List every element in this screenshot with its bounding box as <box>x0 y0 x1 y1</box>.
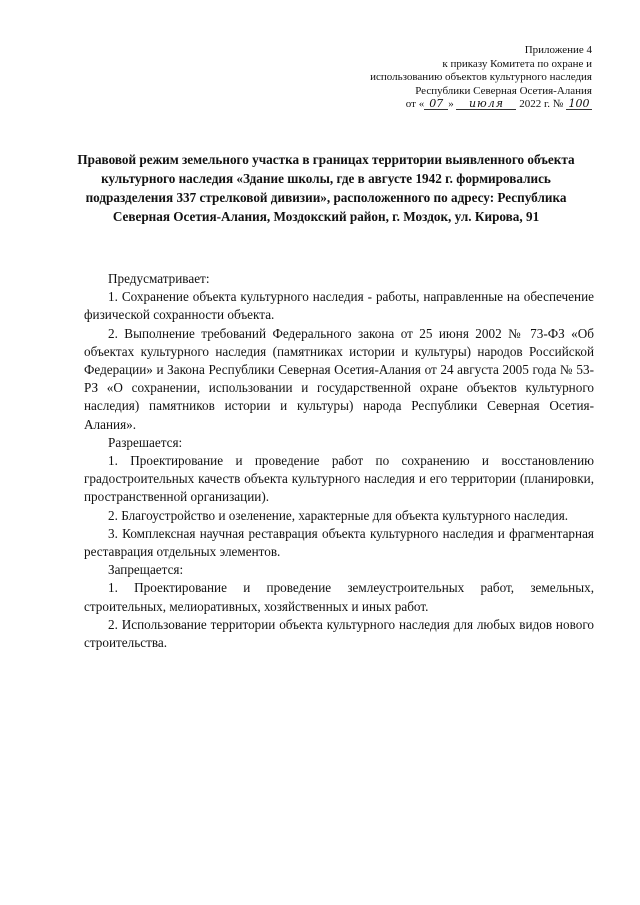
paragraph: 1. Проектирование и проведение работ по сохранению и восстановлению градостроительных качеств объекта культурного наследия и его территории (планировки, пространственной организации). <box>84 453 594 505</box>
appendix-header <box>370 44 592 112</box>
document-body <box>84 270 594 652</box>
order-reference-line: к приказу Комитета по охране и <box>442 57 592 70</box>
republic-name-line: Республики Северная Осетия-Алания <box>415 84 592 97</box>
section-prohibited-heading: Запрещается: <box>108 562 184 578</box>
date-year: 2022 г. № <box>519 98 564 110</box>
paragraph: 2. Выполнение требований Федерального закона от 25 июня 2002 № 73-ФЗ «Об объектах культурного наследия (памятниках истории и культуры) народов Российской Федерации» и Закона Республики Северная Осетия-Алания от 24 августа 2005 года № 53-РЗ «О сохранении, использовании и государственной охране объектов культурного наследия) памятников истории и культуры) народа Республики Северная Осетия-Алания». <box>84 325 594 432</box>
handwritten-month: июля <box>456 98 516 110</box>
paragraph: 1. Проектирование и проведение землеустроительных работ, земельных, строительных, мелиоративных, хозяйственных и иных работ. <box>84 580 594 614</box>
date-prefix: от « <box>405 98 425 110</box>
document-title: Правовой режим земельного участка в границах территории выявленного объекта культурного наследия «Здание школы, где в августе 1942 г. формировались подразделения 337 стрелковой дивизии», расположенного по адресу: Республика Северная Осетия-Алания, Моздокский район, г. Моздок, ул. Кирова, 91 <box>77 152 575 224</box>
handwritten-order-number: 100 <box>566 98 592 110</box>
section-provides-heading: Предусматривает: <box>108 271 210 286</box>
paragraph: 1. Сохранение объекта культурного наследия - работы, направленные на обеспечение физической сохранности объекта. <box>84 289 594 323</box>
paragraph: 2. Использование территории объекта культурного наследия для любых видов нового строительства. <box>84 616 594 651</box>
paragraph: 3. Комплексная научная реставрация объекта культурного наследия и фрагментарная реставрация отдельных элементов. <box>84 525 594 560</box>
committee-name-line: использованию объектов культурного наследия <box>370 71 592 83</box>
appendix-number: Приложение 4 <box>524 44 592 56</box>
order-date-line <box>370 98 592 112</box>
handwritten-day: 07 <box>424 98 448 110</box>
date-mid: » <box>448 98 454 110</box>
section-allowed-heading: Разрешается: <box>108 434 183 450</box>
paragraph: 2. Благоустройство и озеленение, характерные для объекта культурного наследия. <box>108 507 569 523</box>
